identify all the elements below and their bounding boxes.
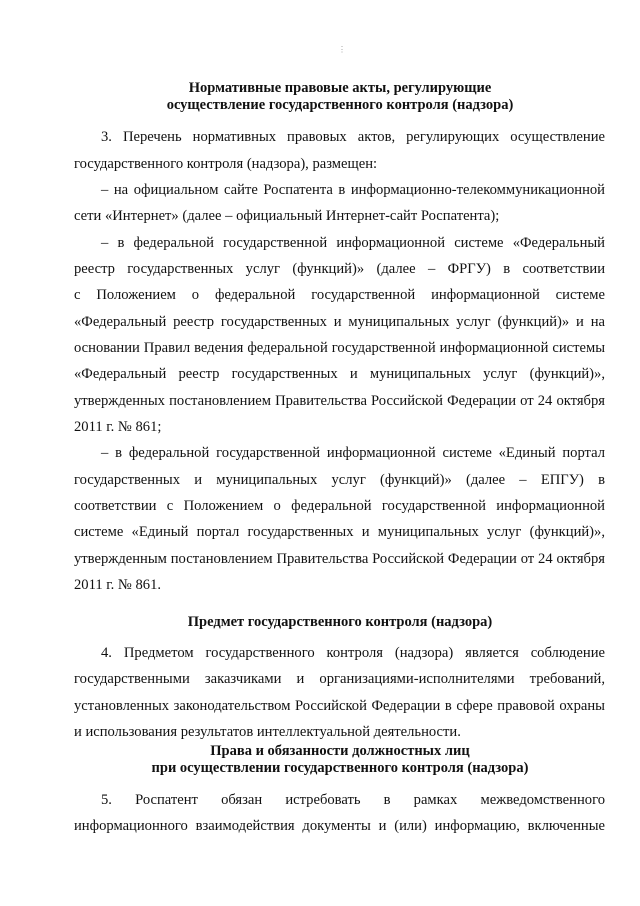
paragraph-3-bullet2-line: 2011 г. № 861; bbox=[74, 419, 162, 435]
paragraph-3-bullet2-line: «Федеральный реестр государственных и муниципальных услуг (функций)», bbox=[74, 366, 605, 382]
paragraph-4-line: государственными заказчиками и организациями-исполнителями требований, bbox=[74, 671, 605, 687]
scan-mark: ⋮ bbox=[338, 45, 346, 54]
paragraph-3-bullet3-line: – в федеральной государственной информационной системе «Единый портал bbox=[101, 445, 605, 461]
paragraph-3-bullet2-line: утвержденных постановлением Правительства Российской Федерации от 24 октября bbox=[74, 393, 605, 409]
paragraph-3-bullet2-line: «Федеральный реестр государственных и муниципальных услуг (функций)» и на bbox=[74, 314, 605, 330]
paragraph-3-bullet3-line: 2011 г. № 861. bbox=[74, 577, 162, 593]
paragraph-3-bullet3-line: системе «Единый портал государственных и муниципальных услуг (функций)», bbox=[74, 524, 605, 540]
section-heading-subject-of-control: Предмет государственного контроля (надзора) bbox=[187, 614, 493, 630]
paragraph-3-line: 3. Перечень нормативных правовых актов, регулирующих осуществление bbox=[101, 129, 605, 145]
paragraph-3-bullet2-line: основании Правил ведения федеральной государственной информационной системы bbox=[74, 340, 605, 356]
section-heading-rights-duties-line2: при осуществлении государственного контроля (надзора) bbox=[151, 760, 529, 776]
paragraph-3-line: государственного контроля (надзора), размещен: bbox=[74, 156, 378, 172]
paragraph-3-bullet3-line: государственных и муниципальных услуг (функций)» (далее – ЕПГУ) в bbox=[74, 472, 605, 488]
paragraph-5-line: информационного взаимодействия документы и (или) информацию, включенные bbox=[74, 818, 605, 834]
paragraph-3-bullet2-line: реестр государственных услуг (функций)» (далее – ФРГУ) в соответствии bbox=[74, 261, 605, 277]
paragraph-3-bullet3-line: утвержденным постановлением Правительства Российской Федерации от 24 октября bbox=[74, 551, 605, 567]
section-heading-normative-acts-line1: Нормативные правовые акты, регулирующие bbox=[188, 80, 492, 96]
section-heading-rights-duties-line1: Права и обязанности должностных лиц bbox=[210, 743, 470, 759]
paragraph-5-line: 5. Роспатент обязан истребовать в рамках межведомственного bbox=[101, 792, 605, 808]
paragraph-4-line: установленных законодательством Российской Федерации в сфере правовой охраны bbox=[74, 698, 605, 714]
paragraph-3-bullet1-line: сети «Интернет» (далее – официальный Интернет-сайт Роспатента); bbox=[74, 208, 500, 224]
paragraph-3-bullet1-line: – на официальном сайте Роспатента в информационно-телекоммуникационной bbox=[101, 182, 605, 198]
paragraph-3-bullet2-line: – в федеральной государственной информационной системе «Федеральный bbox=[101, 235, 605, 251]
paragraph-3-bullet3-line: соответствии с Положением о федеральной государственной информационной bbox=[74, 498, 605, 514]
section-heading-normative-acts-line2: осуществление государственного контроля (надзора) bbox=[166, 97, 514, 113]
paragraph-4-line: и использования результатов интеллектуальной деятельности. bbox=[74, 724, 461, 740]
paragraph-4-line: 4. Предметом государственного контроля (надзора) является соблюдение bbox=[101, 645, 605, 661]
paragraph-3-bullet2-line: с Положением о федеральной государственной информационной системе bbox=[74, 287, 605, 303]
